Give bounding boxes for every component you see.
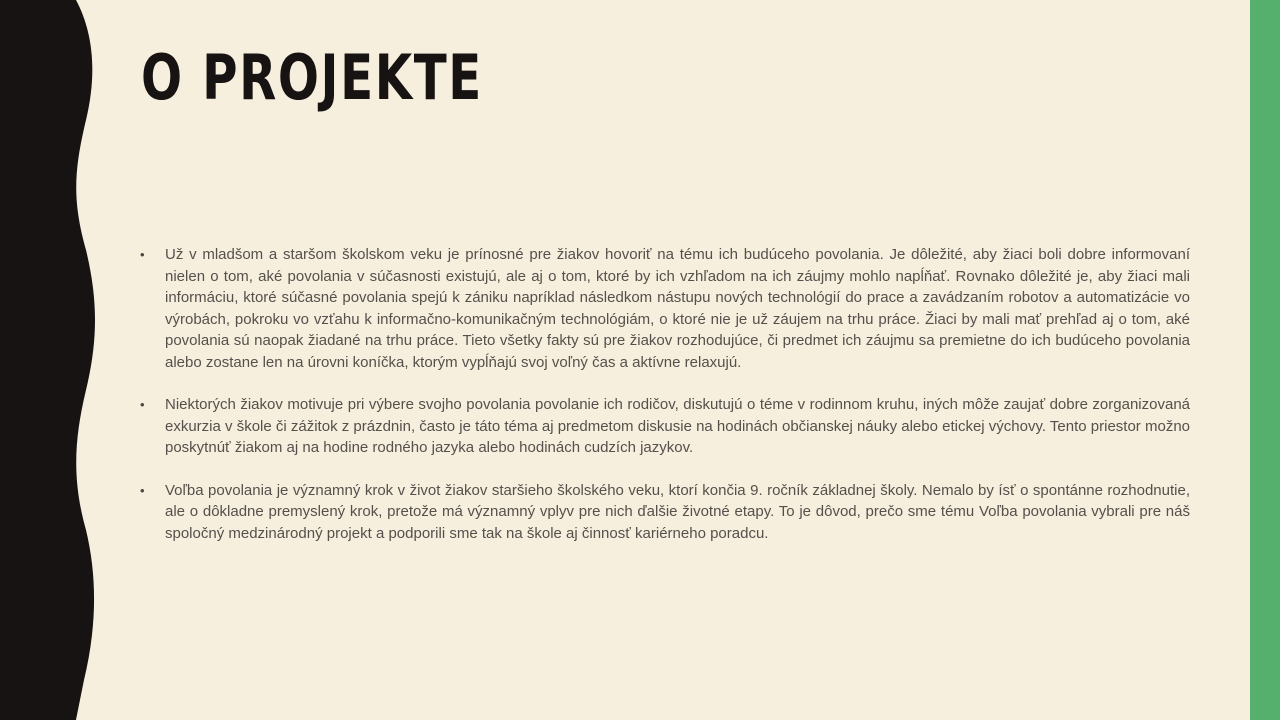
bullet-marker: • bbox=[140, 482, 145, 498]
bullet-text: Voľba povolania je významný krok v život žiakov staršieho školského veku, ktorí končia 9. ročník základnej školy. Nemalo by ísť o spontánne rozhodnutie, ale o dôkladne premyslený krok, pretože má významný vplyv pre nich ďalšie životné etapy. To je dôvod, prečo sme tému Voľba povolania vybrali pre náš spoločný medzinárodný projekt a podporili sme tak na škole aj činnosť kariérneho poradcu. bbox=[165, 481, 1190, 542]
left-wave-shape bbox=[0, 0, 95, 720]
bullet-item-3 bbox=[138, 480, 1190, 545]
bullet-text: Už v mladšom a staršom školskom veku je prínosné pre žiakov hovoriť na tému ich budúceho povolania. Je dôležité, aby žiaci boli dobre informovaní nielen o tom, aké povolania v súčasnosti existujú, ale aj o tom, ktoré by ich vzhľadom na ich záujmy mohlo napĺňať. Rovnako dôležité je, aby žiaci mali informáciu, ktoré súčasné povolania spejú k zániku napríklad následkom nástupu nových technológií do prace a zavádzaním robotov a automatizácie vo výrobách, pokroku vo vzťahu k informačno-komunikačným technológiám, o ktoré nie je už záujem na trhu práce. Žiaci by mali mať prehľad aj o tom, aké povolania sú naopak žiadané na trhu práce. Tieto všetky fakty sú pre žiakov rozhodujúce, či predmet ich záujmu sa premietne do ich budúceho povolania alebo zostane len na úrovni koníčka, ktorým vypĺňajú svoj voľný čas a aktívne relaxujú. bbox=[165, 246, 1190, 371]
bullet-item-2 bbox=[138, 394, 1190, 459]
bullet-item-1 bbox=[138, 244, 1190, 373]
bullet-marker: • bbox=[140, 397, 145, 412]
bullet-marker: • bbox=[140, 247, 145, 262]
bullet-list bbox=[138, 244, 1190, 565]
bullet-text: Niektorých žiakov motivuje pri výbere svojho povolania povolanie ich rodičov, diskutujú o téme v rodinnom kruhu, iných môže zaujať dobre zorganizovaná exkurzia v škole či zážitok z prázdnin, často je táto téma aj predmetom diskusie na hodinách občianskej náuky alebo etickej výchovy. Tento priestor možno poskytnúť žiakom aj na hodine rodného jazyka alebo hodinách cudzích jazykov. bbox=[165, 396, 1190, 456]
slide-title: O PROJEKTE bbox=[141, 41, 483, 114]
left-wave-border bbox=[0, 0, 100, 720]
right-accent-bar bbox=[1250, 0, 1280, 720]
